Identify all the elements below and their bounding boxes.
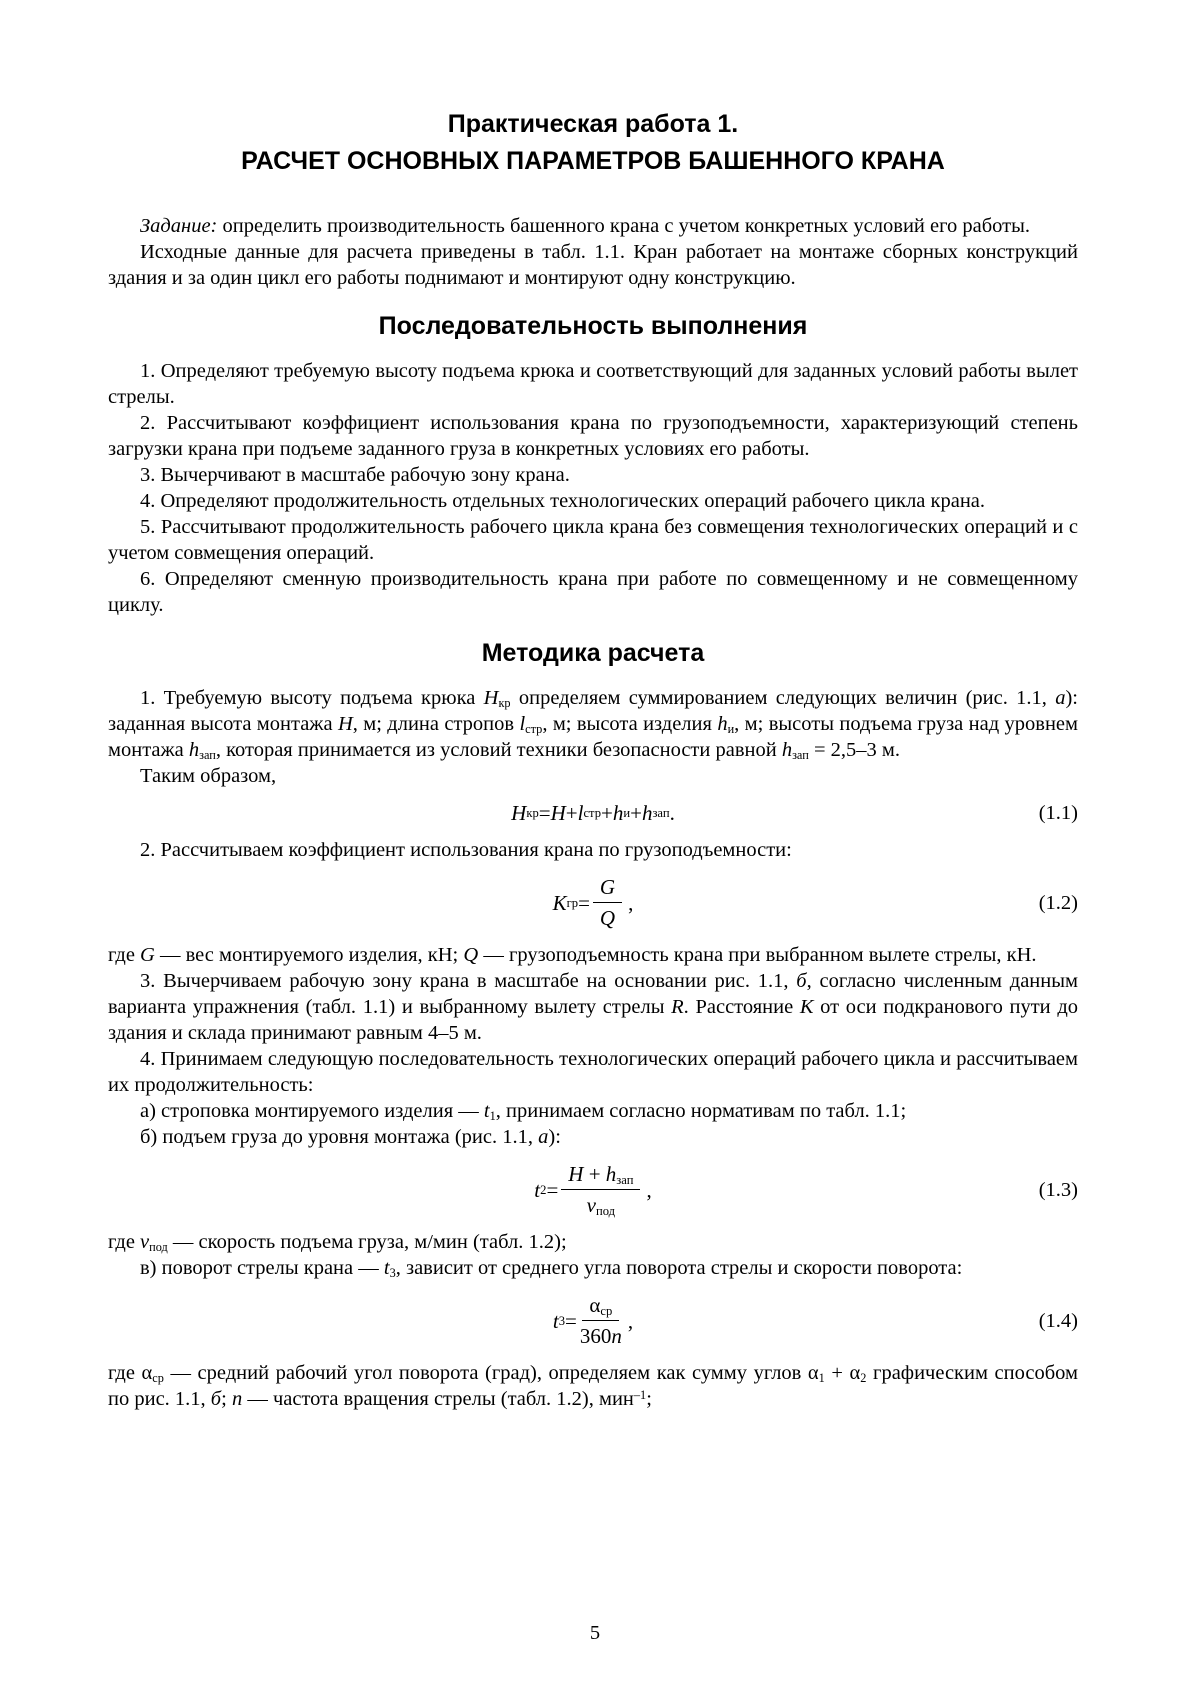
text-run: кр: [498, 696, 511, 711]
fraction-numerator: [593, 874, 622, 903]
text-run: а) строповка монтируемого изделия —: [140, 1100, 484, 1122]
formula-tail: ,: [628, 890, 634, 915]
text-run: где: [108, 944, 141, 966]
text-run: ;: [646, 1388, 652, 1410]
text-run: Таким образом,: [140, 765, 277, 787]
text-run: 2. Рассчитываем коэффициент использования крана по грузоподъемности:: [140, 839, 792, 861]
text-run: H: [550, 801, 566, 825]
method-item-2: [108, 837, 1078, 863]
text-run: где α: [108, 1362, 153, 1384]
text-run: зап: [616, 1173, 634, 1188]
text-run: зап: [199, 748, 216, 763]
text-run: H: [568, 1162, 584, 1186]
operation-a: [108, 1098, 1078, 1124]
text-run: и: [727, 722, 735, 737]
text-run: R: [671, 996, 684, 1018]
text-run: v: [586, 1193, 596, 1217]
text-run: в) поворот стрелы крана —: [140, 1257, 384, 1279]
fraction: [593, 874, 622, 931]
formula-tail: ,: [627, 1308, 634, 1333]
formula-1-2: [108, 874, 1078, 931]
text-run: а: [538, 1126, 549, 1148]
fraction: [580, 1292, 622, 1349]
thus-paragraph: [108, 763, 1078, 789]
text-run: , м; высоты подъема груза над уровнем монтажа: [108, 713, 1078, 761]
text-run: = 2,5–3 м.: [808, 739, 900, 761]
text-run: , м; высота изделия: [542, 713, 718, 735]
text-run: 2. Рассчитывают коэффициент использования крана по грузоподъемности, характеризующий степень загрузки крана при подъеме заданного груза в конкретных условиях его работы.: [108, 412, 1078, 460]
equation-number: (1.4): [1038, 1309, 1078, 1332]
step-2: [108, 410, 1078, 462]
text-run: 4. Принимаем следующую последовательность технологических операций рабочего цикла и рассчитываем их продолжительность:: [108, 1048, 1078, 1096]
text-run: 1: [818, 1371, 825, 1386]
equation-number: (1.1): [1038, 802, 1078, 824]
text-run: б: [210, 1388, 222, 1410]
text-run: 5. Рассчитывают продолжительность рабочего цикла крана без совмещения технологических операций и с учетом совмещения операций.: [108, 516, 1078, 564]
text-run: ):: [548, 1126, 561, 1148]
text-run: t: [483, 1100, 490, 1122]
formula-1-4: [108, 1292, 1078, 1349]
method-item-4: [108, 1046, 1078, 1098]
text-run: а: [1055, 687, 1066, 709]
step-5: [108, 514, 1078, 566]
text-run: — грузоподъемность крана при выбранном вылете стрелы, кН.: [478, 944, 1037, 966]
text-run: стр: [525, 722, 543, 737]
text-run: h: [612, 801, 624, 825]
operation-v: [108, 1255, 1078, 1281]
text-run: — частота вращения стрелы (табл. 1.2), мин: [242, 1388, 634, 1410]
text-run: 4. Определяют продолжительность отдельных технологических операций рабочего цикла крана.: [140, 490, 986, 512]
text-run: –1: [633, 1387, 647, 1402]
fraction: [561, 1161, 640, 1218]
text-run: зап: [792, 748, 809, 763]
fraction-numerator: [561, 1161, 640, 1190]
text-run: Q: [463, 944, 479, 966]
text-run: +: [565, 801, 578, 825]
text-run: =: [565, 1308, 577, 1333]
text-run: H: [483, 687, 499, 709]
formula-tail: ,: [646, 1177, 652, 1202]
formula-expression: H кр = H + l стр + h и + h зап .: [511, 801, 675, 825]
equation-number: (1.3): [1038, 1178, 1078, 1201]
fraction-denominator: [600, 903, 615, 931]
text-run: v: [140, 1231, 150, 1253]
text-run: ср: [600, 1304, 613, 1319]
text-run: б) подъем груза до уровня монтажа (рис. 1.1,: [140, 1126, 539, 1148]
text-run: , которая принимается из условий техники безопасности равной: [215, 739, 782, 761]
text-run: +: [583, 1162, 606, 1186]
text-run: 3. Вычерчивают в масштабе рабочую зону крана.: [140, 464, 570, 486]
text-run: , м; длина стропов: [352, 713, 520, 735]
text-run: =: [546, 1177, 559, 1202]
text-run: 3: [389, 1266, 396, 1281]
fraction-denominator: [580, 1321, 622, 1349]
text-run: h: [717, 713, 728, 735]
task-paragraph: [108, 213, 1078, 239]
text-run: H: [511, 801, 527, 825]
text-run: Исходные данные для расчета приведены в табл. 1.1. Кран работает на монтаже сборных конструкций здания и за один цикл его работы поднимают и монтируют одну конструкцию.: [108, 241, 1078, 289]
document-content: [108, 106, 1078, 1412]
formula-expression: К гр = $\frac{G}{Q}$ ,: [552, 875, 634, 930]
formula-1-3: [108, 1161, 1078, 1218]
section-heading-method: Методика расчета: [481, 639, 705, 667]
text-run: .: [669, 801, 675, 825]
method-item-3: [108, 968, 1078, 1046]
text-run: К: [552, 890, 567, 915]
text-run: графическим способом по рис. 1.1,: [108, 1362, 1078, 1410]
equation-number: (1.2): [1038, 891, 1078, 914]
text-run: — средний рабочий угол поворота (град), определяем как сумму углов α: [163, 1362, 819, 1384]
step-3: [108, 462, 1078, 488]
text-run: +: [601, 801, 613, 825]
text-run: определить производительность башенного крана с учетом конкретных условий его работы.: [217, 215, 1030, 237]
text-run: 2: [860, 1371, 867, 1386]
fraction-numerator: [582, 1292, 619, 1321]
text-run: ср: [152, 1371, 164, 1386]
step-4: [108, 488, 1078, 514]
formula-expression: t 2 = $\frac{H + h_{зап}}{v_{под}}$ ,: [534, 1162, 652, 1219]
text-run: h: [188, 739, 200, 761]
text-run: К: [799, 996, 814, 1018]
text-run: H: [337, 713, 353, 735]
where-alpha: [108, 1360, 1078, 1412]
text-run: + α: [824, 1362, 861, 1384]
text-run: ): заданная высота монтажа: [108, 687, 1078, 735]
document-title: [108, 106, 1078, 180]
text-run: G: [140, 944, 155, 966]
text-run: 1: [489, 1109, 496, 1124]
text-run: под: [595, 1204, 616, 1219]
text-run: t: [383, 1257, 390, 1279]
intro-paragraph: [108, 239, 1078, 291]
formula-1-1: [108, 800, 1078, 826]
step-6: [108, 566, 1078, 618]
step-1: [108, 358, 1078, 410]
operation-b: [108, 1124, 1078, 1150]
text-run: 1. Определяют требуемую высоту подъема крюка и соответствующий для заданных условий работы вылет стрелы.: [108, 360, 1078, 408]
text-run: l: [577, 801, 584, 825]
text-run: 6. Определяют сменную производительность крана при работе по совмещенному и не совмещенному циклу.: [108, 568, 1078, 616]
text-run: α: [589, 1293, 601, 1317]
text-run: от оси подкранового пути до здания и склада принимают равным 4–5 м.: [108, 996, 1078, 1044]
fraction-denominator: [587, 1190, 615, 1218]
text-run: =: [578, 890, 590, 915]
text-run: 1. Требуемую высоту подъема крюка: [140, 687, 484, 709]
text-run: =: [538, 801, 551, 825]
title-line: Практическая работа 1.: [447, 110, 739, 138]
text-run: ;: [221, 1388, 232, 1410]
text-run: Задание:: [140, 215, 218, 237]
text-run: h: [641, 801, 653, 825]
text-run: , зависит от среднего угла поворота стрелы и скорости поворота:: [395, 1257, 963, 1279]
method-item-1: [108, 685, 1078, 763]
text-run: где: [108, 1231, 141, 1253]
text-run: h: [781, 739, 793, 761]
where-v: [108, 1229, 1078, 1255]
text-run: , принимаем согласно нормативам по табл. 1.1;: [495, 1100, 907, 1122]
text-run: 3. Вычерчиваем рабочую зону крана в масштабе на основании рис. 1.1,: [140, 970, 797, 992]
text-run: Q: [599, 906, 616, 930]
title-line: РАСЧЕТ ОСНОВНЫХ ПАРАМЕТРОВ БАШЕННОГО КРАНА: [241, 147, 945, 175]
text-run: 360: [579, 1324, 612, 1348]
text-run: под: [149, 1240, 168, 1255]
text-run: n: [231, 1388, 243, 1410]
text-run: h: [605, 1162, 617, 1186]
text-run: определяем суммированием следующих величин (рис. 1.1,: [510, 687, 1056, 709]
text-run: — вес монтируемого изделия, кН;: [154, 944, 464, 966]
text-run: t: [552, 1308, 559, 1333]
text-run: +: [630, 801, 642, 825]
page-number: 5: [589, 1622, 601, 1644]
section-heading-sequence: Последовательность выполнения: [378, 312, 808, 340]
text-run: б: [796, 970, 807, 992]
text-run: t: [534, 1177, 541, 1202]
text-run: n: [611, 1324, 622, 1348]
text-run: G: [599, 875, 616, 899]
where-G-Q: [108, 942, 1078, 968]
text-run: , согласно численным данным варианта упражнения (табл. 1.1) и выбранному вылету стрелы: [108, 970, 1078, 1018]
text-run: l: [519, 713, 526, 735]
text-run: . Расстояние: [683, 996, 800, 1018]
text-run: — скорость подъема груза, м/мин (табл. 1.2);: [167, 1231, 567, 1253]
formula-expression: t 3 = $\frac{\alpha_{ср}}{360n}$ ,: [552, 1293, 634, 1348]
